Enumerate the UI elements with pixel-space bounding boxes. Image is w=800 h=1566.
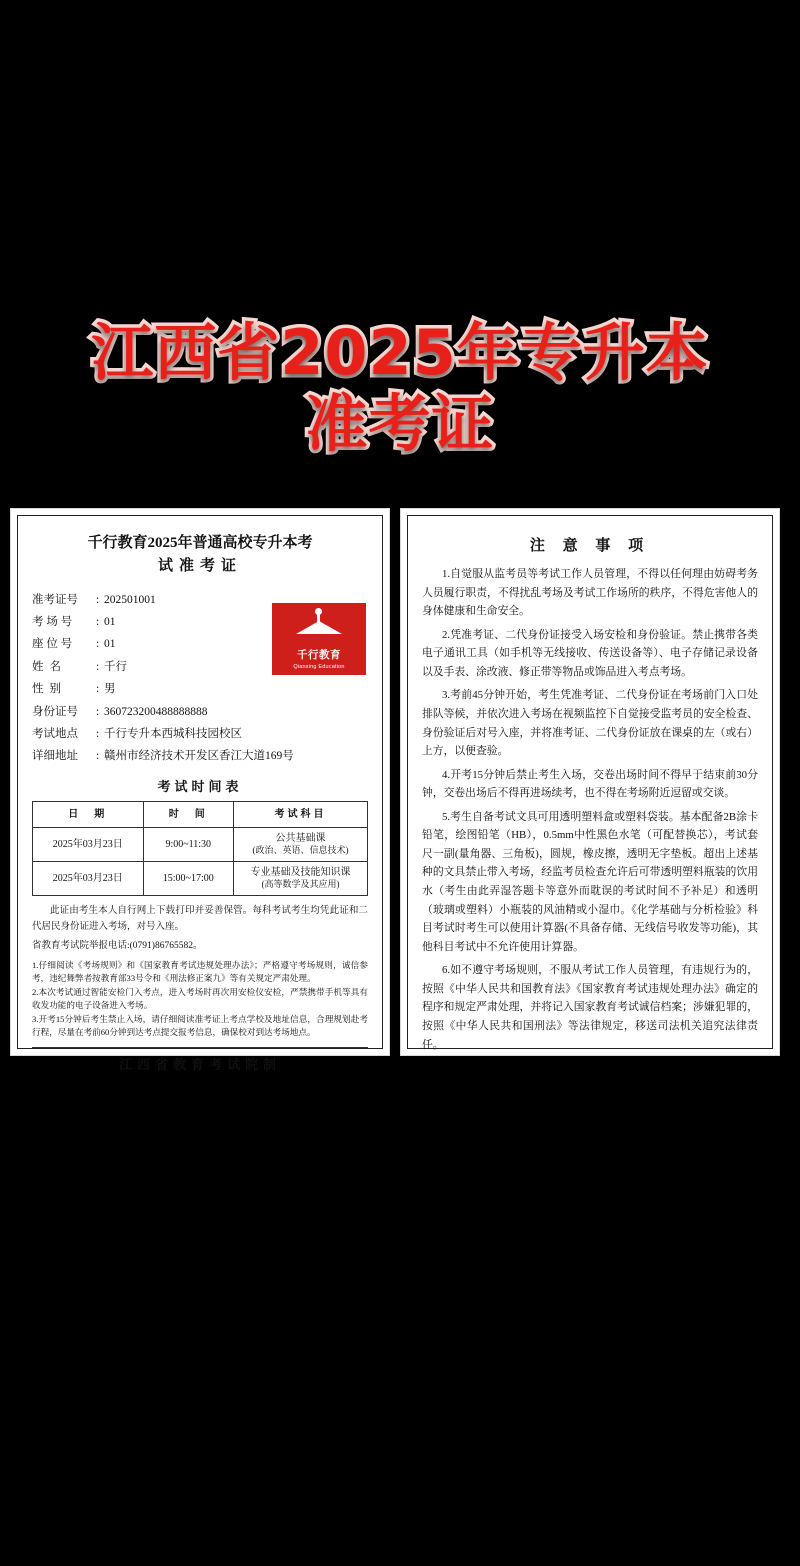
ticket-title-line2: 试准考证: [157, 558, 242, 575]
notice-paragraph: 5.考生自备考试文具可用透明塑料盒或塑料袋装。基本配备2B涂卡铅笔，绘图铅笔（HB），0.5mm中性黑色水笔（可配替换芯），考试套尺一副(量角器、三角板)，圆规，橡皮擦，透明无字垫板。超出上述基种的文具禁止带入考场，经监考员检查允许后可带透明塑料瓶装的饮用水（考生由此弄湿答题卡等意外而耽误的考试时间不予补足）和透明（玻璃或塑料）小瓶装的风油精或小湿巾。《化学基础与分析检验》科目考试时考生可以使用计算器(不具备存储、无线信号收发等功能)，其他科目考试中不允许使用计算器。: [422, 810, 758, 953]
notice-paragraph: 1.自觉服从监考员等考试工作人员管理，不得以任何理由妨碍考务人员履行职责，不得扰乱考场及考试工作场所的秩序，不得危害他人的身体健康和生命安全。: [422, 568, 758, 618]
info-label-exam-site: 考试地点: [32, 728, 78, 741]
info-value-room-number: 01: [104, 615, 116, 628]
info-label-name-head: 姓: [32, 660, 50, 673]
admission-ticket-inner: [17, 515, 383, 1072]
info-value-seat-number: 01: [104, 638, 116, 651]
info-value-exam-number: 202501001: [104, 593, 156, 606]
table-header-row: [33, 801, 368, 828]
info-label-name-tail: 名: [49, 660, 67, 673]
ticket-center-note: 此证由考生本人自行网上下载打印并妥善保管。每科考试考生均凭此证和二代居民身份证进入考场，对号入座。: [32, 905, 368, 932]
cell-subject-sub: (政治、英语、信息技术): [252, 845, 349, 856]
info-colon: :: [96, 728, 100, 741]
info-label-seat-number: 座 位 号: [32, 638, 73, 651]
logo-name-en: Qianxing Education: [293, 663, 345, 670]
page-title: [0, 316, 800, 460]
cell-subject: [233, 828, 367, 862]
info-colon: :: [96, 750, 100, 763]
notice-title: 注 意 事 项: [529, 538, 651, 554]
cell-date: 2025年03月23日: [33, 862, 144, 896]
ticket-rule-item: 1.仔细阅读《考场规则》和《国家教育考试违规处理办法》；严格遵守考场规则，诚信参考，违纪舞弊者按教育部33号令和《刑法修正案九》等有关规定严肃处理。: [32, 960, 368, 984]
cell-subject-sub: (高等数学及其应用): [261, 879, 340, 890]
ticket-title-line1: 千行教育2025年普通高校专升本考: [87, 535, 313, 551]
notice-paragraph: 3.考前45分钟开始，考生凭准考证、二代身份证在考场前门入口处排队等候，并依次进入考场在视频监控下自觉接受监考员的安全检查、身份验证后对号入座，并将准考证、二代身份证放在课桌的左（或右）上方，以便查验。: [422, 689, 758, 758]
info-label-exam-number: 准考证号: [32, 593, 78, 606]
info-colon: :: [96, 615, 100, 628]
notice-body: [422, 565, 758, 1054]
info-row: [32, 745, 368, 767]
info-value-gender: 男: [104, 683, 116, 696]
column-header-time: 时 间: [143, 801, 233, 828]
cell-time: 9:00~11:30: [143, 828, 233, 862]
cell-subject-main: 公共基础课: [275, 833, 326, 845]
info-label-gender-head: 性: [32, 683, 50, 696]
admission-ticket-card: [10, 508, 390, 1072]
schedule-table: [32, 801, 368, 896]
info-label-gender-tail: 别: [49, 683, 67, 696]
info-colon: :: [96, 593, 100, 606]
cell-time: 15:00~17:00: [143, 862, 233, 896]
notice-paragraph: 6.如不遵守考场规则，不服从考试工作人员管理，有违规行为的，按照《中华人民共和国教育法》《国家教育考试违规处理办法》确定的程序和规定严肃处理，并将记入国家教育考试诚信档案；涉嫌犯罪的，按照《中华人民共和国刑法》等法律规定，移送司法机关追究法律责任。: [422, 964, 758, 1051]
cell-subject-main: 专业基础及技能知识课: [250, 867, 351, 879]
page-title-line2: 准考证: [305, 386, 495, 460]
column-header-date: 日 期: [33, 801, 144, 828]
issuer-footer: 江西省教育考试院制: [32, 1047, 368, 1073]
info-row: [32, 701, 368, 723]
notice-card: [400, 508, 780, 1056]
cap-roof: [296, 621, 342, 634]
table-row: [33, 862, 368, 896]
candidate-info-block: [32, 589, 368, 768]
ticket-rules-list: [32, 959, 368, 1038]
cell-date: 2025年03月23日: [33, 828, 144, 862]
info-row: [32, 723, 368, 745]
ticket-rule-item: 2.本次考试通过智能安检门入考点，进入考场时再次用安检仪安检，严禁携带手机等具有收发功能的电子设备进入考场。: [32, 986, 368, 1010]
notice-paragraph: 2.凭准考证、二代身份证接受入场安检和身份验证。禁止携带各类电子通讯工具（如手机等无线接收、传送设备等）、电子存储记录设备以及手表、涂改液、修正带等物品或饰品进入考点考场。: [422, 628, 758, 678]
schedule-title: 考试时间表: [157, 778, 243, 794]
cell-subject: [233, 862, 367, 896]
info-label-address: 详细地址: [32, 750, 78, 763]
info-colon: :: [96, 638, 100, 651]
info-label-gender: [32, 678, 96, 700]
info-row: [32, 678, 368, 700]
info-value-exam-site: 千行专升本西城科技园校区: [104, 728, 242, 741]
table-row: [33, 828, 368, 862]
logo-name-cn: 千行教育: [297, 649, 341, 661]
info-colon: :: [96, 660, 100, 673]
info-value-id-number: 360723200488888888: [104, 705, 208, 718]
info-colon: :: [96, 683, 100, 696]
documents-row: [10, 508, 790, 1072]
report-hotline: 省教育考试院举报电话:(0791)86765582。: [32, 941, 203, 952]
page-title-line1: 江西省2025年专升本: [91, 316, 709, 389]
institution-logo: [272, 603, 366, 675]
ticket-rule-item: 3.开考15分钟后考生禁止入场，请仔细阅读准考证上考点学校及地址信息，合理规划赴考行程，尽量在考前60分钟到达考点提交报考信息，确保校对到达考场地点。: [32, 1013, 368, 1037]
info-value-address: 赣州市经济技术开发区香江大道169号: [104, 750, 294, 763]
info-value-name: 千行: [104, 660, 127, 673]
info-label-name: [32, 656, 96, 678]
graduation-cap-icon: [296, 611, 342, 637]
ticket-title: [32, 532, 368, 579]
column-header-subject: 考试科目: [233, 801, 367, 828]
info-label-id-number: 身份证号: [32, 705, 78, 718]
notice-inner: [407, 515, 773, 1049]
notice-paragraph: 4.开考15分钟后禁止考生入场，交卷出场时间不得早于结束前30分钟，交卷出场后不得再进场续考，也不得在考场附近逗留或交谈。: [422, 768, 758, 800]
info-colon: :: [96, 705, 100, 718]
info-label-room-number: 考 场 号: [32, 615, 73, 628]
